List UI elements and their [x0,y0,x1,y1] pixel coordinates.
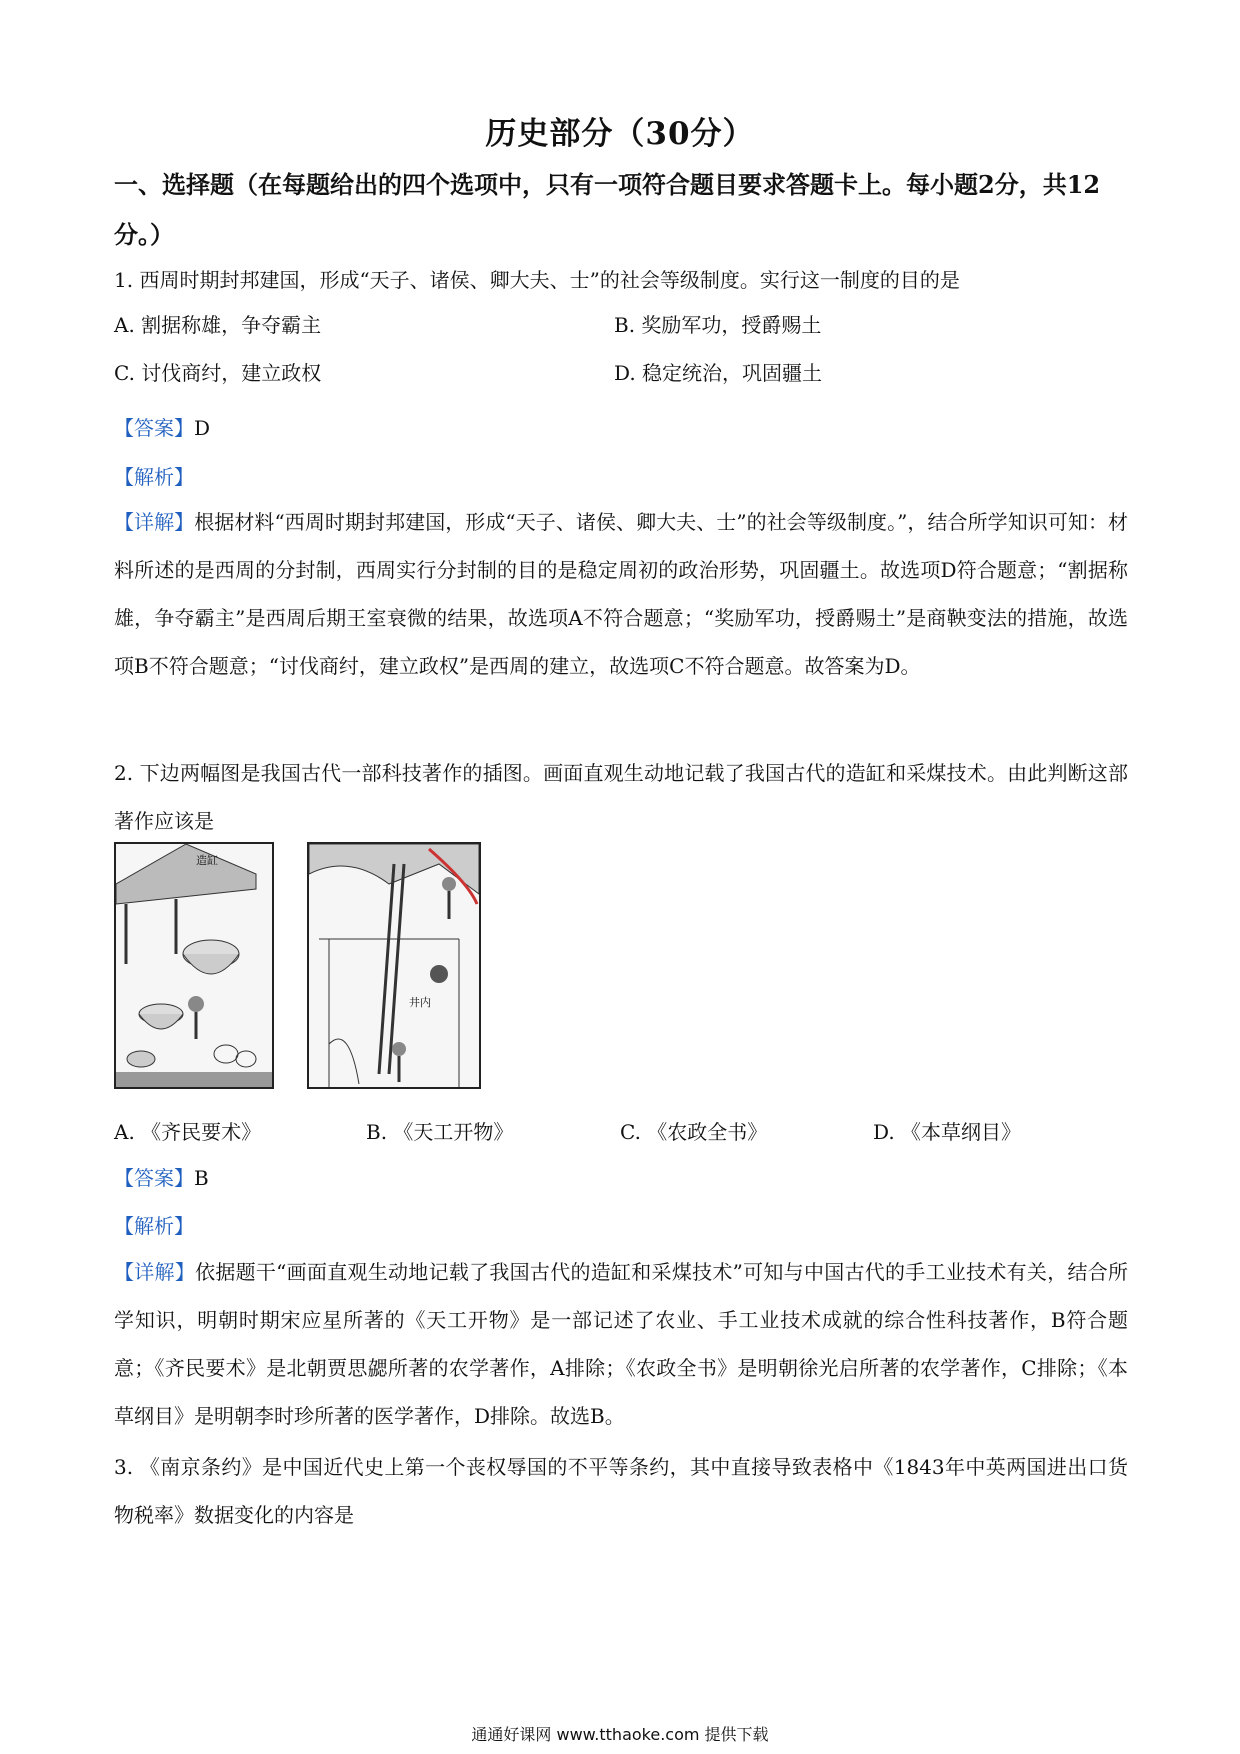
illustration-jar-making [114,842,274,1089]
question-2-option-c: C. 《农政全书》 [620,1120,768,1144]
jar-making-drawing [116,844,272,1087]
illustration-jar-making-label: 造缸 [196,854,218,867]
detail-tag: 【详解】 [114,1260,196,1284]
section-heading: 一、选择题（在每题给出的四个选项中，只有一项符合题目要求答题卡上。每小题2分，共12分。） [114,170,1101,249]
illustration-coal-mining-label: 井内 [409,996,431,1009]
answer-tag: 【答案】 [114,1166,194,1190]
question-1-analysis-tag: 【解析】 [114,465,194,489]
answer-tag: 【答案】 [114,416,194,440]
answer-value: D [194,416,211,440]
question-1-option-d: D. 稳定统治，巩固疆土 [614,361,823,385]
question-2-option-d: D. 《本草纲目》 [873,1120,1022,1144]
answer-value: B [194,1166,209,1190]
question-1-stem: 1. 西周时期封邦建国，形成“天子、诸侯、卿大夫、士”的社会等级制度。实行这一制度的目的是 [114,268,960,292]
illustration-coal-mining [307,842,481,1089]
question-3-stem: 3. 《南京条约》是中国近代史上第一个丧权辱国的不平等条约，其中直接导致表格中《1843年中英两国进出口货物税率》数据变化的内容是 [114,1455,1128,1527]
question-2-stem: 2. 下边两幅图是我国古代一部科技著作的插图。画面直观生动地记载了我国古代的造缸和采煤技术。由此判断这部著作应该是 [114,761,1128,833]
question-2-option-b: B. 《天工开物》 [366,1120,514,1144]
question-1-answer [114,413,210,443]
detail-tag: 【详解】 [114,510,195,534]
question-2-answer [114,1163,209,1193]
page-title: 历史部分（30分） [485,116,755,152]
detail-text: 依据题干“画面直观生动地记载了我国古代的造缸和采煤技术”可知与中国古代的手工业技术有关，结合所学知识，明朝时期宋应星所著的《天工开物》是一部记述了农业、手工业技术成就的综合性科技著作，B符合题意；《齐民要术》是北朝贾思勰所著的农学著作，A排除；《农政全书》是明朝徐光启所著的农学著作，C排除；《本草纲目》是明朝李时珍所著的医学著作，D排除。故选B。 [114,1260,1129,1428]
question-1-detail [114,498,1128,690]
question-2-detail [114,1248,1128,1440]
coal-mining-drawing [309,844,479,1087]
question-1-option-c: C. 讨伐商纣，建立政权 [114,361,322,385]
question-1-option-b: B. 奖励军功，授爵赐土 [614,313,822,337]
page-footer: 通通好课网 www.tthaoke.com 提供下载 [471,1725,769,1744]
detail-text: 根据材料“西周时期封邦建国，形成“天子、诸侯、卿大夫、士”的社会等级制度。”，结合所学知识可知：材料所述的是西周的分封制，西周实行分封制的目的是稳定周初的政治形势，巩固疆土。故选项D符合题意；“割据称雄，争夺霸主”是西周后期王室衰微的结果，故选项A不符合题意；“奖励军功，授爵赐土”是商鞅变法的措施，故选项B不符合题意；“讨伐商纣，建立政权”是西周的建立，故选项C不符合题意。故答案为D。 [114,510,1129,678]
question-2-analysis-tag: 【解析】 [114,1214,194,1238]
question-1-option-a: A. 割据称雄，争夺霸主 [114,313,322,337]
question-2-option-a: A. 《齐民要术》 [114,1120,262,1144]
